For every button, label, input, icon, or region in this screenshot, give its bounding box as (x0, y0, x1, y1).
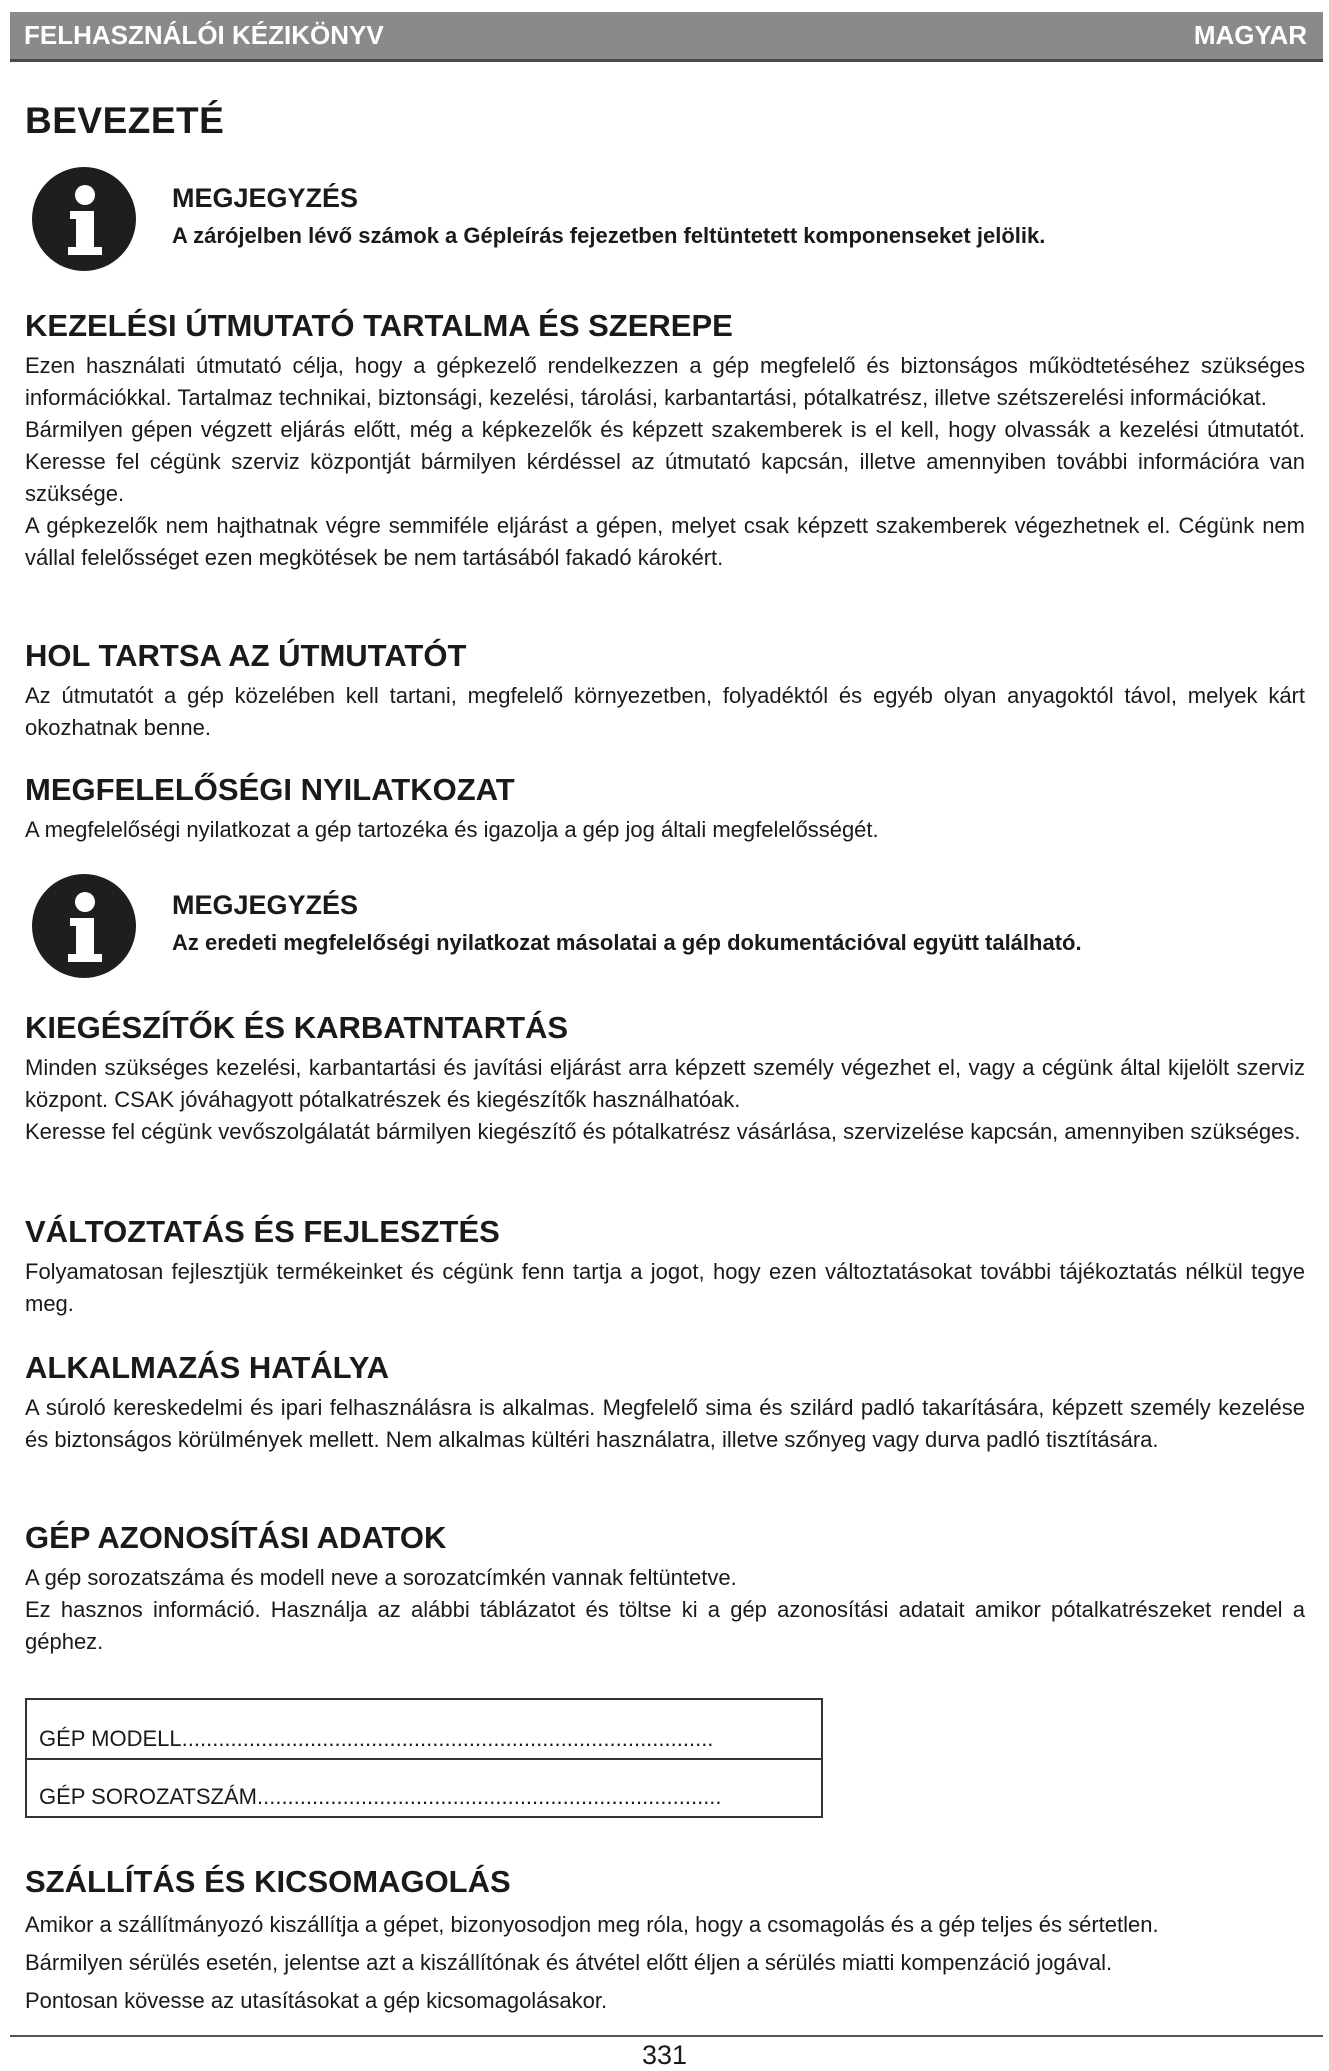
section-kezelesi (25, 306, 1305, 574)
section-heading: GÉP AZONOSÍTÁSI ADATOK (25, 1520, 447, 1555)
section-heading: ALKALMAZÁS HATÁLYA (25, 1350, 389, 1385)
page-header (10, 12, 1323, 62)
section-heading: SZÁLLÍTÁS ÉS KICSOMAGOLÁS (25, 1864, 511, 1899)
paragraph: Keresse fel cégünk vevőszolgálatát bármilyen kiegészítő és pótalkatrész vásárlása, szervizelése kapcsán, amennyiben szükséges. (25, 1119, 1301, 1144)
paragraph: A megfelelőségi nyilatkozat a gép tartozéka és igazolja a gép jog általi megfelelősségét. (25, 817, 879, 842)
machine-serial-row: GÉP SOROZATSZÁM............................................................................ (27, 1758, 821, 1816)
paragraph: Ezen használati útmutató célja, hogy a gépkezelő rendelkezzen a gép megfelelő és biztonságos működtetéséhez szükséges információkkal. Tartalmaz technikai, biztonsági, kezelési, tárolási, karbantartási, pótalkatrész, illetve szétszerelési információkat. (25, 353, 1305, 410)
section-szallitas (25, 1862, 1305, 2020)
page-number: 331 (641, 2040, 688, 2070)
info-icon (30, 165, 138, 273)
paragraph: A gépkezelők nem hajthatnak végre semmiféle eljárást a gépen, melyet csak képzett szakemberek végezhetnek el. Cégünk nem vállal felelősséget ezen megkötések be nem tartásából fakadó károkért. (25, 513, 1305, 570)
paragraph: Ez hasznos információ. Használja az alábbi táblázatot és töltse ki a gép azonosítási adatait amikor pótalkatrészeket rendel a géphez. (25, 1597, 1305, 1654)
section-heading: VÁLTOZTATÁS ÉS FEJLESZTÉS (25, 1214, 500, 1249)
section-heading: KEZELÉSI ÚTMUTATÓ TARTALMA ÉS SZEREPE (25, 308, 733, 343)
machine-model-row: GÉP MODELL....................................................................................... (39, 1726, 714, 1751)
section-kiegeszitok (25, 1008, 1305, 1148)
section-heading: HOL TARTSA AZ ÚTMUTATÓT (25, 638, 467, 673)
section-heading: MEGFELELŐSÉGI NYILATKOZAT (25, 772, 515, 807)
paragraph: Folyamatosan fejlesztjük termékeinket és cégünk fenn tartja a jogot, hogy ezen változtatásokat további tájékoztatás nélkül tegye meg. (25, 1259, 1305, 1316)
paragraph: Pontosan kövesse az utasításokat a gép kicsomagolásakor. (25, 1988, 608, 2013)
note-text: Az eredeti megfelelőségi nyilatkozat másolatai a gép dokumentációval együtt található. (172, 930, 1082, 955)
paragraph: A súroló kereskedelmi és ipari felhasználásra is alkalmas. Megfelelő sima és szilárd padló takarítására, képzett személy kezelése és biztonságos körülmények mellett. Nem alkalmas kültéri használatra, illetve szőnyeg vagy durva padló tisztítására. (25, 1395, 1305, 1452)
note-title: MEGJEGYZÉS (172, 890, 359, 920)
info-icon (30, 872, 138, 980)
machine-id-table (25, 1698, 823, 1818)
paragraph: Amikor a szállítmányozó kiszállítja a gépet, bizonyosodjon meg róla, hogy a csomagolás és a gép teljes és sértetlen. (25, 1912, 1159, 1937)
section-megfeleloseg (25, 770, 1305, 846)
page-title: BEVEZETÉ (25, 100, 225, 141)
paragraph: Az útmutatót a gép közelében kell tartani, megfelelő környezetben, folyadéktól és egyéb olyan anyagoktól távol, melyek kárt okozhatnak benne. (25, 683, 1305, 740)
note-title: MEGJEGYZÉS (172, 183, 359, 213)
paragraph: Bármilyen gépen végzett eljárás előtt, még a képkezelők és képzett szakemberek is el kell, hogy olvassák a kezelési útmutatót. Keresse fel cégünk szerviz központját bármilyen kérdéssel az útmutató kapcsán, illetve amennyiben további információra van szüksége. (25, 417, 1305, 506)
paragraph: Bármilyen sérülés esetén, jelentse azt a kiszállítónak és átvétel előtt éljen a sérülés miatti kompenzáció jogával. (25, 1950, 1113, 1975)
section-valtoztatas (25, 1212, 1305, 1320)
footer-divider (10, 2035, 1323, 2037)
header-language: MAGYAR (1193, 20, 1307, 50)
note-box (30, 872, 1300, 982)
section-hol-tartsa (25, 636, 1305, 744)
note-text: A zárójelben lévő számok a Gépleírás fejezetben feltüntetett komponenseket jelölik. (172, 223, 1046, 248)
section-heading: KIEGÉSZÍTŐK ÉS KARBATNTARTÁS (25, 1010, 569, 1045)
note-box (30, 165, 1300, 275)
header-manual-title: FELHASZNÁLÓI KÉZIKÖNYV (24, 20, 384, 50)
section-azonositas (25, 1518, 1305, 1658)
section-alkalmazas (25, 1348, 1305, 1456)
paragraph: A gép sorozatszáma és modell neve a sorozatcímkén vannak feltüntetve. (25, 1565, 737, 1590)
paragraph: Minden szükséges kezelési, karbantartási és javítási eljárást arra képzett személy végezhet el, vagy a cégünk által kijelölt szerviz központ. CSAK jóváhagyott pótalkatrészek és kiegészítők használhatóak. (25, 1055, 1305, 1112)
